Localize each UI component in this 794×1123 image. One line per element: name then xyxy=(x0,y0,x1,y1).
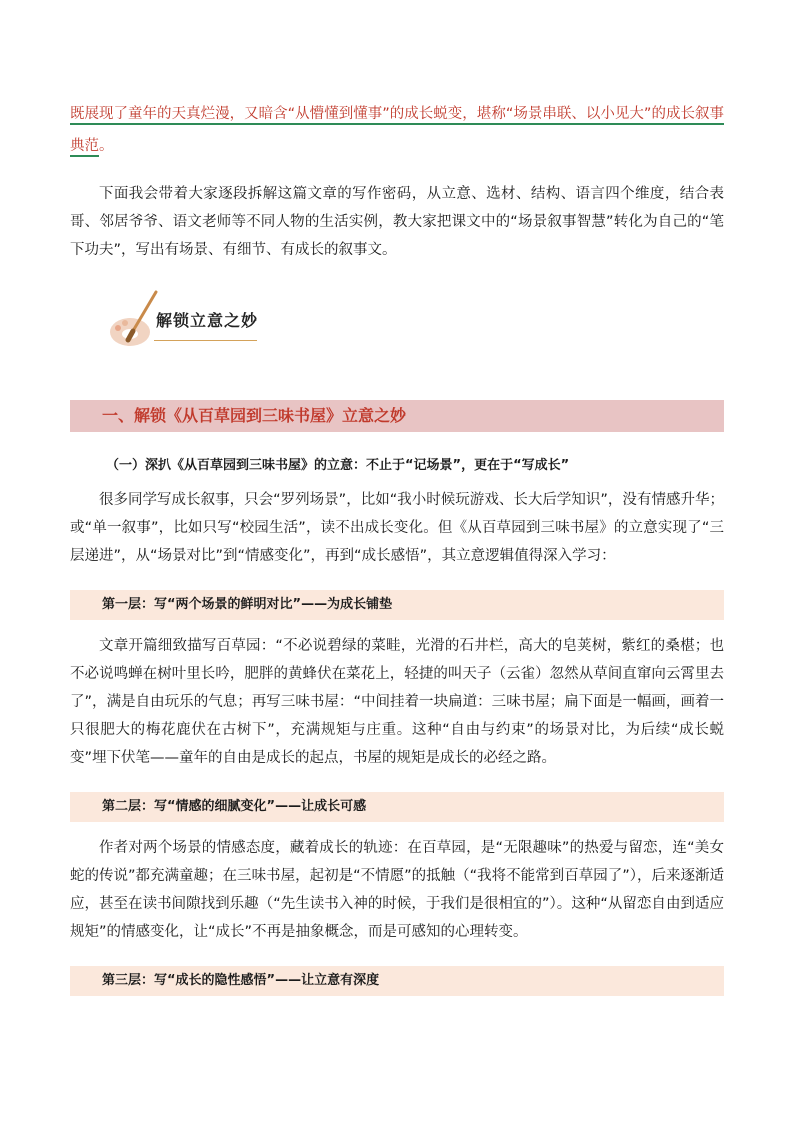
layer-3-heading: 第三层：写“成长的隐性感悟”——让立意有深度 xyxy=(70,966,724,996)
analysis-paragraph: 很多同学写成长叙事，只会“罗列场景”，比如“我小时候玩游戏、长大后学知识”，没有情感升华；或“单一叙事”，比如只写“校园生活”，读不出成长变化。但《从百草园到三味书屋》的立意实现了“三层递进”，从“场景对比”到“情感变化”，再到“成长感悟”，其立意逻辑值得深入学习： xyxy=(70,492,724,564)
layer-2-paragraph: 作者对两个场景的情感态度，藏着成长的轨迹：在百草园，是“无限趣味”的热爱与留恋，连“美女蛇的传说”都充满童趣；在三味书屋，起初是“不情愿”的抵触（“我将不能常到百草园了”），后来逐渐适应，甚至在读书间隙找到乐趣（“先生读书入神的时候，于我们是很相宜的”）。这种“从留恋自由到适应规矩”的情感变化，让“成长”不再是抽象概念，而是可感知的心理转变。 xyxy=(70,840,724,940)
layer-1-paragraph: 文章开篇细致描写百草园：“不必说碧绿的菜畦，光滑的石井栏，高大的皂荚树，紫红的桑椹；也不必说鸣蝉在树叶里长吟，肥胖的黄蜂伏在菜花上，轻捷的叫天子（云雀）忽然从草间直窜向云霄里去了”，满是自由玩乐的气息；再写三味书屋：“中间挂着一块扁道：三味书屋；扁下面是一幅画，画着一只很肥大的梅花鹿伏在古树下”，充满规矩与庄重。这种“自由与约束”的场景对比，为后续“成长蜕变”埋下伏笔——童年的自由是成长的起点，书屋的规矩是成长的必经之路。 xyxy=(70,638,724,766)
intro-paragraph: 下面我会带着大家逐段拆解这篇文章的写作密码，从立意、选材、结构、语言四个维度，结合表哥、邻居爷爷、语文老师等不同人物的生活实例，教大家把课文中的“场景叙事智慧”转化为自己的“笔下功夫”，写出有场景、有细节、有成长的叙事文。 xyxy=(70,186,724,258)
lead-underlined-text: 既展现了童年的天真烂漫，又暗含“从懵懂到懂事”的成长蜕变，堪称“场景串联、以小见大”的成长叙事典范 xyxy=(70,106,724,157)
lead-paragraph xyxy=(70,98,724,162)
document-page xyxy=(70,98,724,996)
lead-tail: 。 xyxy=(99,138,114,154)
layer-1-heading: 第一层：写“两个场景的鲜明对比”——为成长铺垫 xyxy=(70,590,724,620)
section-banner-rule xyxy=(154,340,257,341)
section-banner xyxy=(70,290,724,354)
chapter-heading: 一、解锁《从百草园到三味书屋》立意之妙 xyxy=(70,400,724,432)
palette-brush-icon xyxy=(108,290,160,350)
section-banner-title: 解锁立意之妙 xyxy=(156,311,259,330)
subsection-heading: （一）深扒《从百草园到三味书屋》的立意：不止于“记场景”，更在于“写成长” xyxy=(106,458,570,473)
layer-2-heading: 第二层：写“情感的细腻变化”——让成长可感 xyxy=(70,792,724,822)
